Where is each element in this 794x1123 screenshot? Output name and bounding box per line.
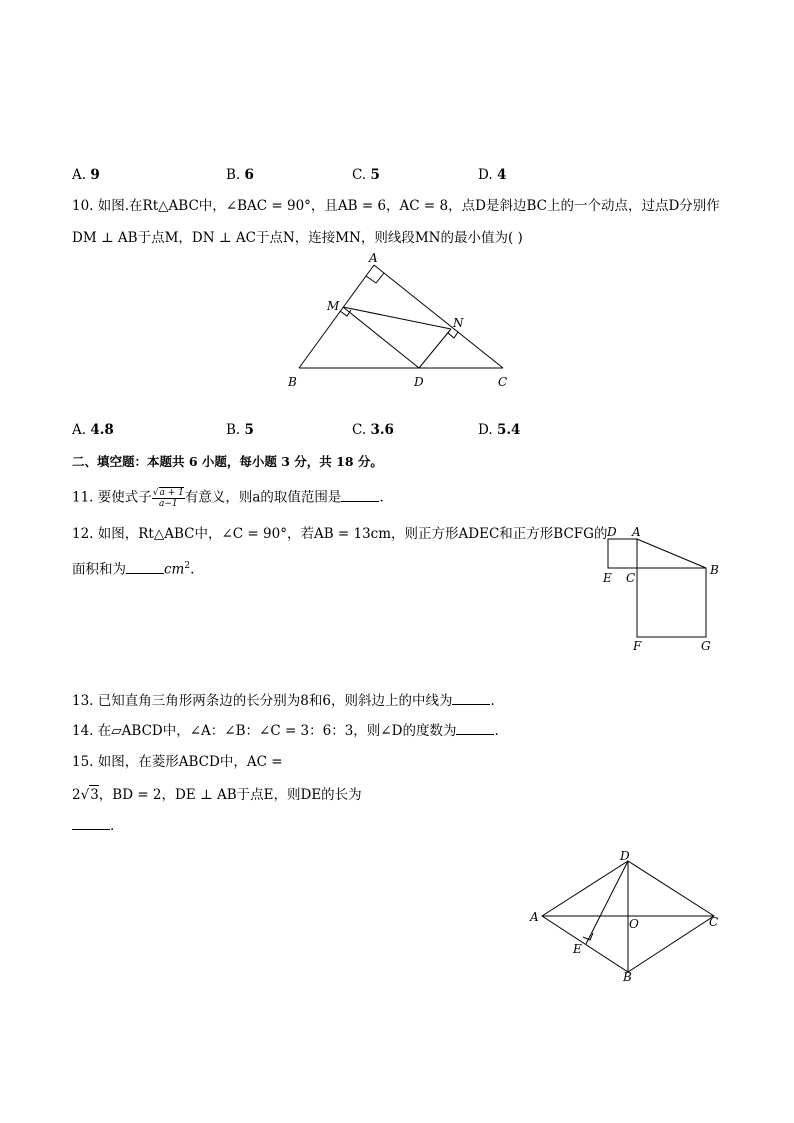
label-g: G: [701, 639, 711, 653]
q12-line2: [72, 557, 194, 579]
q12-end: .: [190, 561, 195, 578]
label-b: B: [710, 563, 719, 577]
q11-prefix: 11. 要使式子: [72, 489, 152, 506]
q13-line: [72, 692, 495, 710]
q15-coefficient: 2: [72, 787, 81, 803]
option-letter: D.: [478, 422, 497, 438]
square-bcfg: [637, 568, 706, 637]
q11-line: [72, 487, 384, 509]
label-b: B: [288, 375, 297, 389]
q12-squares-figure: [598, 522, 728, 657]
q10-line1: 10. 如图.在Rt△ABC中，∠BAC = 90°，且AB = 6，AC = 8，点D是斜边BC上的一个动点，过点D分别作: [72, 198, 720, 214]
side-ac: [374, 265, 503, 368]
q10-triangle-figure: [280, 250, 520, 392]
section-heading: 二、填空题：本题共 6 小题，每小题 3 分，共 18 分。: [72, 454, 383, 469]
q9-option-a: [72, 166, 100, 184]
option-letter: A.: [72, 167, 91, 183]
segment-dm: [343, 307, 419, 368]
q10-option-b: [226, 421, 254, 439]
option-letter: A.: [72, 422, 91, 438]
q11-end: .: [379, 489, 384, 506]
option-value: 6: [244, 167, 254, 183]
label-n: N: [453, 316, 464, 330]
segment-de: [586, 861, 628, 944]
q10-line2: DM ⊥ AB于点M，DN ⊥ AC于点N，连接MN，则线段MN的最小值为( ): [72, 230, 523, 246]
option-value: 5.4: [496, 422, 521, 438]
label-o: O: [629, 917, 639, 931]
q10-option-d: [478, 421, 520, 439]
segment-mn: [343, 307, 451, 329]
q9-option-d: [478, 166, 506, 184]
label-d: D: [620, 849, 630, 863]
option-value: 4: [496, 167, 507, 183]
q11-numerator: a + 1: [159, 488, 184, 498]
label-a: A: [530, 910, 539, 924]
option-value: 5: [370, 167, 380, 183]
q9-option-c: [352, 166, 380, 184]
side-ab: [299, 265, 374, 368]
q14-end: .: [494, 723, 499, 739]
segment-dn: [419, 329, 451, 368]
right-angle-mark-m: [340, 310, 351, 316]
q10-option-a: [72, 421, 114, 439]
q14-line: [72, 722, 499, 740]
option-letter: B.: [226, 422, 245, 438]
q12-answer-blank[interactable]: [126, 561, 164, 574]
q13-text: 13. 已知直角三角形两条边的长分别为8和6，则斜边上的中线为: [72, 693, 453, 709]
q11-fraction: $\frac{√a + 1}{a-1}$: [152, 488, 184, 509]
option-letter: D.: [478, 167, 497, 183]
q15-radicand: 3: [90, 787, 99, 803]
right-angle-mark-a: [366, 273, 384, 283]
option-value: 9: [90, 167, 100, 183]
label-e: E: [573, 942, 582, 956]
label-c: C: [498, 375, 508, 389]
q12-line1: 12. 如图，Rt△ABC中，∠C = 90°，若AB = 13cm，则正方形ADEC和正方形BCFG的: [72, 526, 608, 542]
option-letter: C.: [352, 422, 371, 438]
q14-answer-blank[interactable]: [456, 722, 494, 735]
right-angle-mark-n: [448, 332, 458, 338]
q11-suffix: 有意义，则a的取值范围是: [184, 489, 342, 506]
label-d: D: [414, 375, 424, 389]
q15-line2: 2√3，BD = 2，DE ⊥ AB于点E，则DE的长为: [72, 787, 362, 803]
q10-option-c: [352, 421, 394, 439]
q11-denominator: a−1: [159, 499, 178, 509]
q13-answer-blank[interactable]: [452, 692, 490, 705]
label-c: C: [626, 571, 636, 585]
q12-text: 面积和为: [72, 561, 126, 578]
label-c: C: [709, 915, 719, 929]
option-letter: B.: [226, 167, 245, 183]
q12-exponent: 2: [184, 561, 191, 571]
label-a: A: [632, 525, 641, 539]
option-value: 5: [244, 422, 254, 438]
q12-unit: cm: [164, 561, 185, 578]
label-f: F: [633, 639, 642, 653]
q9-option-b: [226, 166, 254, 184]
label-d: D: [607, 525, 617, 539]
option-value: 3.6: [370, 422, 394, 438]
q15-line1: 15. 如图，在菱形ABCD中，AC =: [72, 754, 283, 770]
option-value: 4.8: [90, 422, 114, 438]
label-e: E: [603, 571, 612, 585]
q15-answer-blank[interactable]: [72, 817, 110, 830]
q14-text: 14. 在▱ABCD中，∠A：∠B：∠C = 3：6：3，则∠D的度数为: [72, 723, 457, 739]
square-adec: [608, 539, 637, 568]
q15-line3: [72, 817, 114, 835]
q15-end: .: [110, 818, 115, 834]
q15-text: ，BD = 2，DE ⊥ AB于点E，则DE的长为: [98, 787, 362, 803]
label-b: B: [623, 970, 632, 984]
option-letter: C.: [352, 167, 371, 183]
q15-rhombus-figure: [528, 848, 728, 986]
hypotenuse-ab: [637, 539, 706, 568]
q11-answer-blank[interactable]: [341, 489, 379, 502]
label-m: M: [327, 299, 340, 313]
q13-end: .: [490, 693, 495, 709]
label-a: A: [369, 251, 378, 265]
